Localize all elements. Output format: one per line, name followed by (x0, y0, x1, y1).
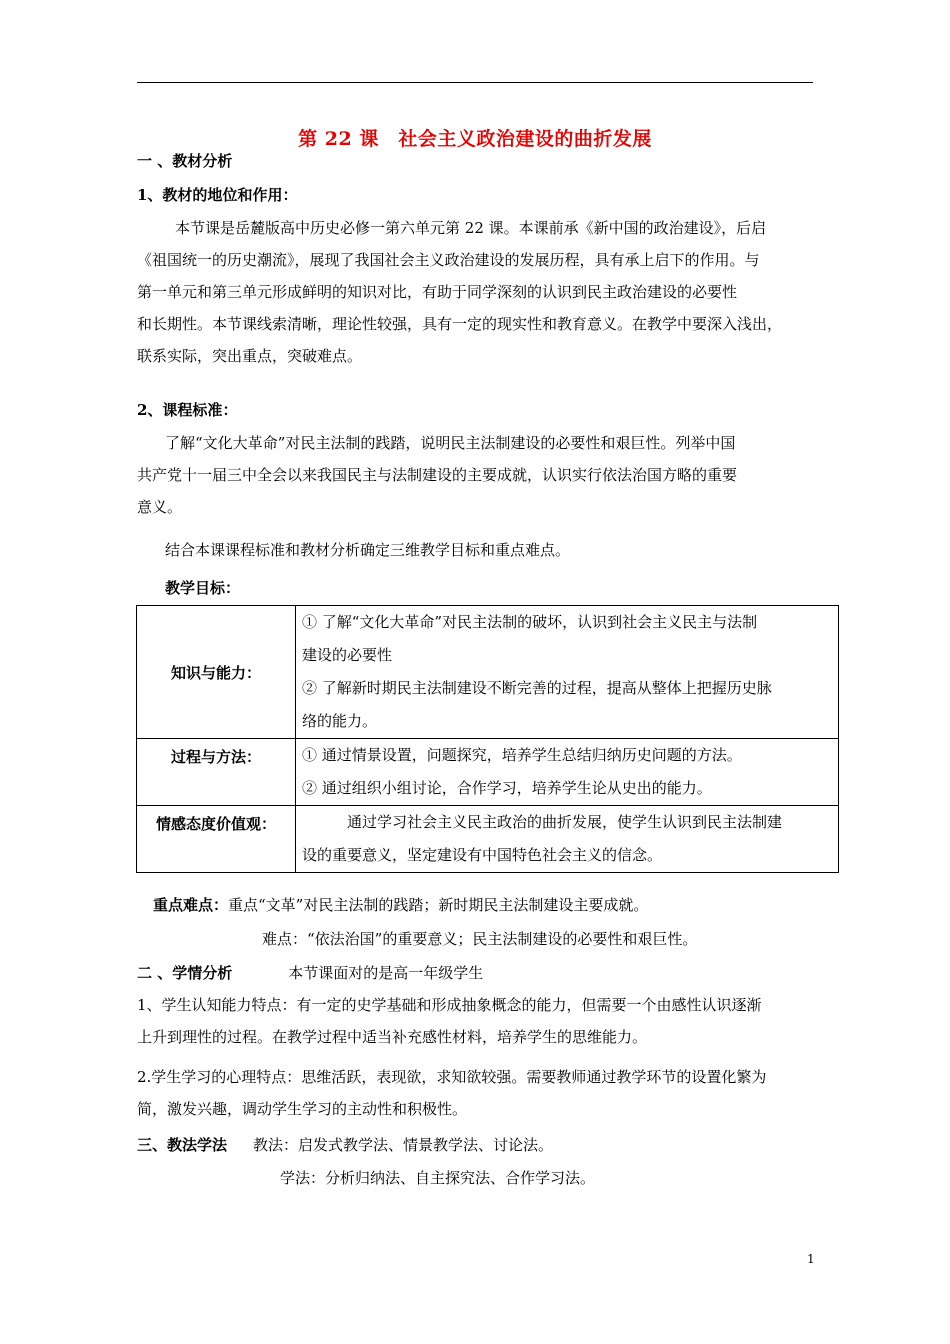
paragraph-line: 了解“文化大革命”对民主法制的践踏，说明民主法制建设的必要性和艰巨性。列举中国 (165, 434, 736, 452)
section1-paragraph3: 结合本课课程标准和教材分析确定三维教学目标和重点难点。 (165, 541, 571, 559)
paragraph-line: 联系实际，突出重点，突破难点。 (137, 347, 363, 365)
paragraph-line: 共产党十一届三中全会以来我国民主与法制建设的主要成就，认识实行依法治国方略的重要 (137, 466, 738, 484)
difficult-points: 难点：“依法治国”的重要意义；民主法制建设的必要性和艰巨性。 (262, 930, 698, 948)
section1-heading: 一 、教材分析 (137, 152, 233, 170)
paragraph-line: 第一单元和第三单元形成鲜明的知识对比，有助于同学深刻的认识到民主政治建设的必要性 (137, 283, 738, 301)
section1-sub2: 2、课程标准： (137, 401, 238, 419)
goal-label-emotion: 情感态度价值观： (137, 806, 296, 873)
goal-line: 通过学习社会主义民主政治的曲折发展，使学生认识到民主法制建 (302, 813, 783, 831)
teaching-goals-table (136, 605, 839, 873)
paragraph-line: 意义。 (137, 498, 183, 516)
page-title: 第 22 课 社会主义政治建设的曲折发展 (298, 128, 652, 150)
page-number: 1 (807, 1252, 815, 1266)
table-row (137, 806, 839, 873)
section1-paragraph2 (137, 427, 813, 523)
section1-sub1: 1、教材的地位和作用： (137, 186, 298, 204)
goals-label: 教学目标： (165, 579, 241, 597)
goal-line: 设的重要意义，坚定建设有中国特色社会主义的信念。 (302, 846, 663, 864)
paragraph-line: 和长期性。本节课线索清晰，理论性较强，具有一定的现实性和教育意义。在教学中要深入浅出， (137, 315, 783, 333)
section3-heading-line (137, 1135, 553, 1155)
paragraph-line: 上升到理性的过程。在教学过程中适当补充感性材料，培养学生的思维能力。 (137, 1028, 648, 1046)
paragraph-line: 2.学生学习的心理特点：思维活跃，表现欲，求知欲较强。需要教师通过教学环节的设置化繁为 (137, 1068, 767, 1086)
paragraph-line: 1、学生认知能力特点：有一定的史学基础和形成抽象概念的能力，但需要一个由感性认识逐渐 (137, 996, 762, 1014)
section2-heading-line (137, 963, 483, 983)
header-rule (137, 82, 813, 83)
paragraph-line: 简，激发兴趣，调动学生学习的主动性和积极性。 (137, 1100, 468, 1118)
key-points-label: 重点难点： (153, 896, 229, 914)
section2-paragraph1 (137, 989, 813, 1053)
section2-note: 本节课面对的是高一年级学生 (288, 964, 484, 982)
goal-line: ① 通过情景设置，问题探究，培养学生总结归纳历史问题的方法。 (302, 746, 742, 764)
section3-heading: 三、教法学法 (137, 1136, 228, 1154)
section1-paragraph1 (137, 212, 813, 372)
goal-content-emotion (296, 806, 839, 873)
goal-line: 建设的必要性 (302, 646, 393, 664)
table-row (137, 739, 839, 806)
teaching-methods: 教法：启发式教学法、情景教学法、讨论法。 (253, 1136, 554, 1154)
key-points-text: 重点“文革”对民主法制的践踏；新时期民主法制建设主要成就。 (228, 896, 649, 914)
goal-label-process: 过程与方法： (137, 739, 296, 806)
section2-heading: 二 、学情分析 (137, 964, 233, 982)
section2-paragraph2 (137, 1061, 813, 1125)
paragraph-line: 《祖国统一的历史潮流》，展现了我国社会主义政治建设的发展历程，具有承上启下的作用。与 (137, 251, 760, 269)
paragraph-line: 本节课是岳麓版高中历史必修一第六单元第 22 课。本课前承《新中国的政治建设》，后启 (175, 219, 767, 237)
goal-content-knowledge (296, 606, 839, 739)
goal-label-knowledge: 知识与能力： (137, 606, 296, 739)
goal-line: ② 了解新时期民主法制建设不断完善的过程，提高从整体上把握历史脉 (302, 679, 772, 697)
goal-line: ① 了解“文化大革命”对民主法制的破坏，认识到社会主义民主与法制 (302, 613, 758, 631)
table-row (137, 606, 839, 739)
learning-methods: 学法：分析归纳法、自主探究法、合作学习法。 (280, 1169, 596, 1187)
goal-line: ② 通过组织小组讨论，合作学习，培养学生论从史出的能力。 (302, 779, 712, 797)
goal-content-process (296, 739, 839, 806)
key-points (153, 895, 648, 915)
goal-line: 络的能力。 (302, 712, 378, 730)
